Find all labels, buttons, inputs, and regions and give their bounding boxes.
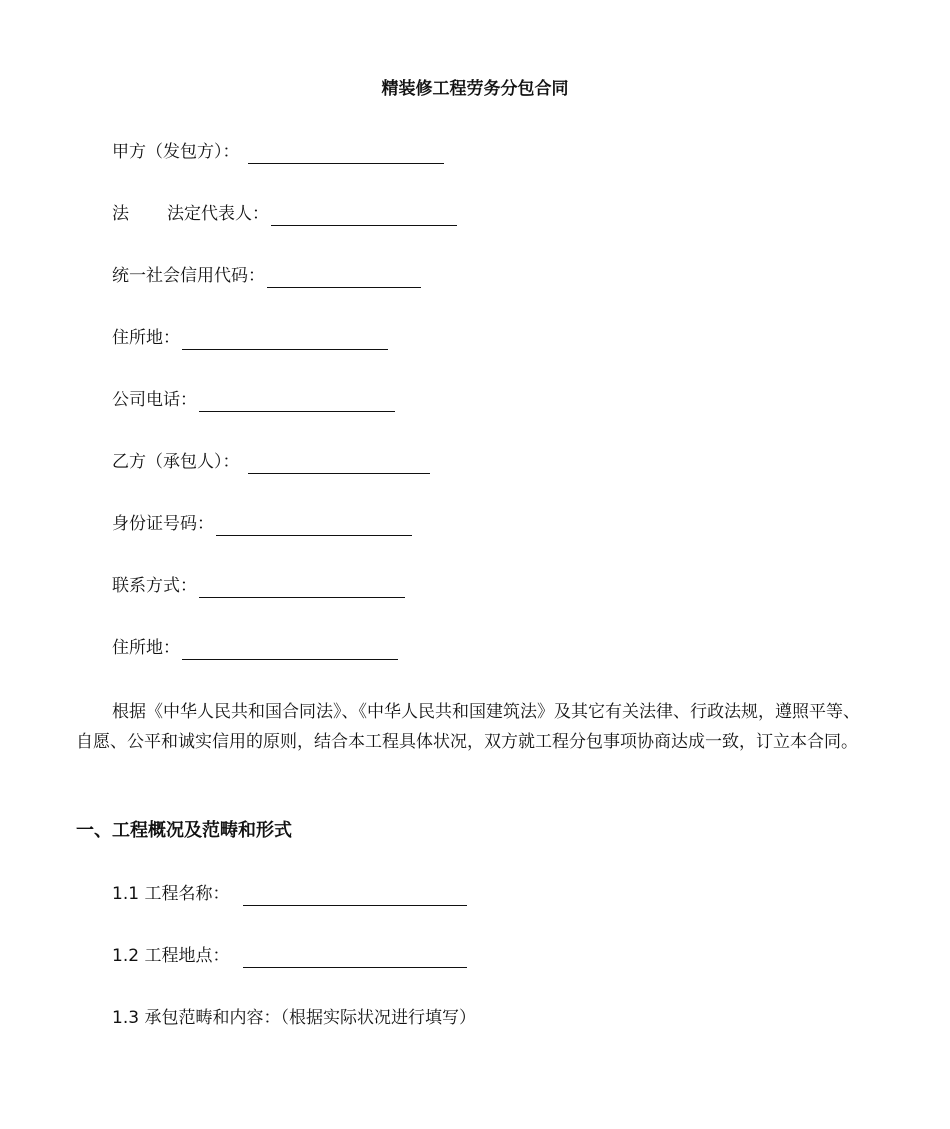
company-phone-field — [112, 388, 395, 412]
contact-label: 联系方式： — [112, 576, 197, 596]
project-location-field — [112, 944, 467, 968]
project-location-label: 1.2 工程地点： — [112, 946, 230, 966]
id-number-field — [112, 512, 412, 536]
party-a-address-blank[interactable] — [182, 329, 388, 350]
scope-label: 1.3 承包范畴和内容：（根据实际状况进行填写） — [112, 1008, 476, 1028]
party-b-blank[interactable] — [248, 453, 430, 474]
party-a-blank[interactable] — [248, 143, 444, 164]
id-number-blank[interactable] — [216, 515, 412, 536]
contact-blank[interactable] — [199, 577, 405, 598]
contact-field — [112, 574, 405, 598]
legal-rep-field — [112, 202, 457, 226]
project-name-blank[interactable] — [243, 885, 467, 906]
party-a-label: 甲方（发包方）： — [112, 142, 240, 162]
scope-field — [112, 1006, 476, 1030]
party-a-address-field — [112, 326, 388, 350]
section-1-heading: 一、工程概况及范畴和形式 — [76, 820, 292, 841]
project-name-field — [112, 882, 467, 906]
party-a-address-label: 住所地： — [112, 328, 180, 348]
legal-rep-prefix: 法 — [112, 204, 129, 224]
legal-rep-label: 法定代表人： — [167, 204, 269, 224]
party-b-field — [112, 450, 430, 474]
credit-code-blank[interactable] — [267, 267, 421, 288]
credit-code-field — [112, 264, 421, 288]
company-phone-blank[interactable] — [199, 391, 395, 412]
party-b-label: 乙方（承包人）： — [112, 452, 240, 472]
party-b-address-field — [112, 636, 398, 660]
document-title: 精装修工程劳务分包合同 — [381, 79, 569, 99]
party-b-address-label: 住所地： — [112, 638, 180, 658]
company-phone-label: 公司电话： — [112, 390, 197, 410]
party-a-field — [112, 140, 444, 164]
credit-code-label: 统一社会信用代码： — [112, 266, 265, 286]
project-name-label: 1.1 工程名称： — [112, 884, 230, 904]
party-b-address-blank[interactable] — [182, 639, 398, 660]
legal-rep-blank[interactable] — [271, 205, 457, 226]
id-number-label: 身份证号码： — [112, 514, 214, 534]
project-location-blank[interactable] — [243, 947, 467, 968]
preamble-paragraph: 根据《中华人民共和国合同法》、《中华人民共和国建筑法》及其它有关法律、行政法规，遵照平等、自愿、公平和诚实信用的原则，结合本工程具体状况，双方就工程分包事项协商达成一致，订立本合同。 — [76, 702, 860, 752]
